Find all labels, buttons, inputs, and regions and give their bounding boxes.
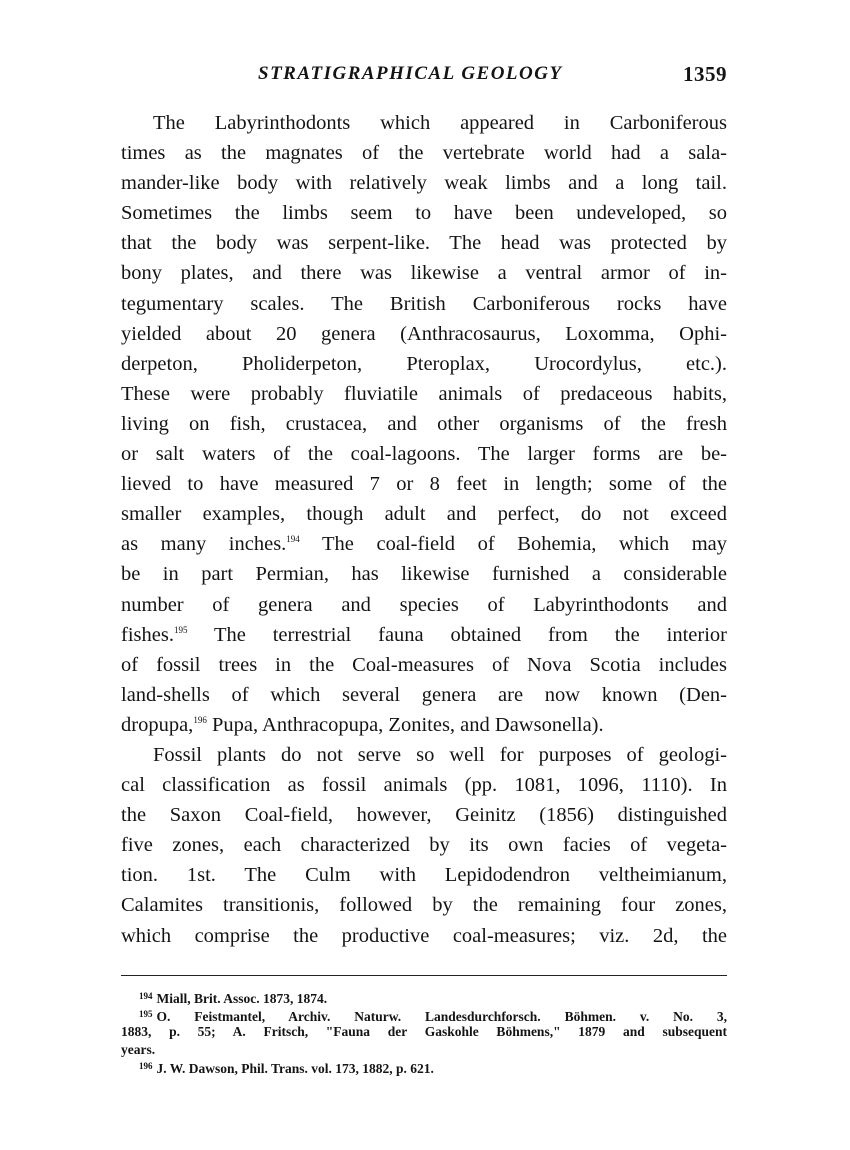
footnote-text: Miall, Brit. Assoc. 1873, 1874. [156, 991, 328, 1006]
body-line: land-shells of which several genera are now known (Den- [121, 683, 727, 706]
footnote-number: 194 [139, 991, 153, 1001]
footnote-divider [121, 975, 727, 976]
body-line: times as the magnates of the vertebrate world had a sala- [121, 142, 727, 165]
footnote-ref: 195 [173, 624, 188, 635]
body-line: the Saxon Coal-field, however, Geinitz (1856) distinguished [121, 804, 727, 827]
body-line: five zones, each characterized by its own facies of vegeta- [121, 834, 727, 857]
body-line: tion. 1st. The Culm with Lepidodendron veltheimianum, [121, 864, 727, 887]
body-line: of fossil trees in the Coal-measures of Nova Scotia includes [121, 653, 727, 676]
body-line: Calamites transitionis, followed by the remaining four zones, [121, 894, 727, 917]
footnote-continuation: 1883, p. 55; A. Fritsch, "Fauna der Gaskohle Böhmens," 1879 and subsequent [121, 1024, 727, 1040]
body-line-text: as many inches. [121, 533, 287, 556]
body-line-text: The coal-field of Bohemia, which may [322, 533, 727, 556]
body-line: smaller examples, though adult and perfect, do not exceed [121, 503, 727, 526]
body-line: that the body was serpent-like. The head was protected by [121, 232, 727, 255]
body-line: derpeton, Pholiderpeton, Pteroplax, Urocordylus, etc.). [121, 352, 727, 375]
footnote-number: 195 [139, 1008, 153, 1019]
footnote-number: 196 [139, 1061, 153, 1072]
footnote-ref: 194 [286, 534, 300, 545]
body-line: be in part Permian, has likewise furnished a considerable [121, 563, 727, 586]
body-line: or salt waters of the coal-lagoons. The larger forms are be- [121, 443, 727, 466]
footnotes [121, 988, 727, 1076]
body-line: The Labyrinthodonts which appeared in Carboniferous [153, 112, 727, 134]
body-line: yielded about 20 genera (Anthracosaurus, Loxomma, Ophi- [121, 322, 727, 345]
body-line: bony plates, and there was likewise a ventral armor of in- [121, 262, 727, 285]
body-line [121, 710, 727, 740]
footnote [121, 1058, 727, 1076]
body-line-text: Pupa, Anthracopupa, Zonites, and Dawsonella). [211, 713, 604, 736]
page-number: 1359 [683, 62, 727, 86]
body-line: which comprise the productive coal-measures; viz. 2d, the [121, 924, 727, 947]
body-line: number of genera and species of Labyrinthodonts and [121, 593, 727, 616]
footnote-continuation: years. [121, 1041, 156, 1057]
body-line: tegumentary scales. The British Carboniferous rocks have [121, 292, 727, 315]
body-line: Fossil plants do not serve so well for purposes of geologi- [153, 743, 727, 766]
footnote-text: O. Feistmantel, Archiv. Naturw. Landesdurchforsch. Böhmen. v. No. 3, [156, 1008, 727, 1024]
body-line [121, 529, 727, 559]
footnote-ref: 196 [193, 714, 207, 725]
body-line: lieved to have measured 7 or 8 feet in length; some of the [121, 473, 727, 496]
body-line: living on fish, crustacea, and other organisms of the fresh [121, 412, 727, 435]
body-line-text: dropupa, [121, 713, 194, 736]
footnote [121, 1006, 727, 1024]
body-line-text: The terrestrial fauna obtained from the interior [213, 623, 727, 646]
footnote-text: J. W. Dawson, Phil. Trans. vol. 173, 1882, p. 621. [156, 1061, 434, 1077]
page-header [121, 63, 727, 89]
body-line [121, 620, 727, 650]
body-text [121, 108, 727, 951]
body-line: mander-like body with relatively weak limbs and a long tail. [121, 172, 727, 195]
body-line: Sometimes the limbs seem to have been undeveloped, so [121, 202, 727, 225]
footnote [121, 988, 727, 1006]
body-line-text: fishes. [121, 623, 174, 646]
body-line: These were probably fluviatile animals of predaceous habits, [121, 382, 727, 405]
body-line: cal classification as fossil animals (pp. 1081, 1096, 1110). In [121, 774, 727, 797]
running-head: STRATIGRAPHICAL GEOLOGY [258, 63, 563, 84]
